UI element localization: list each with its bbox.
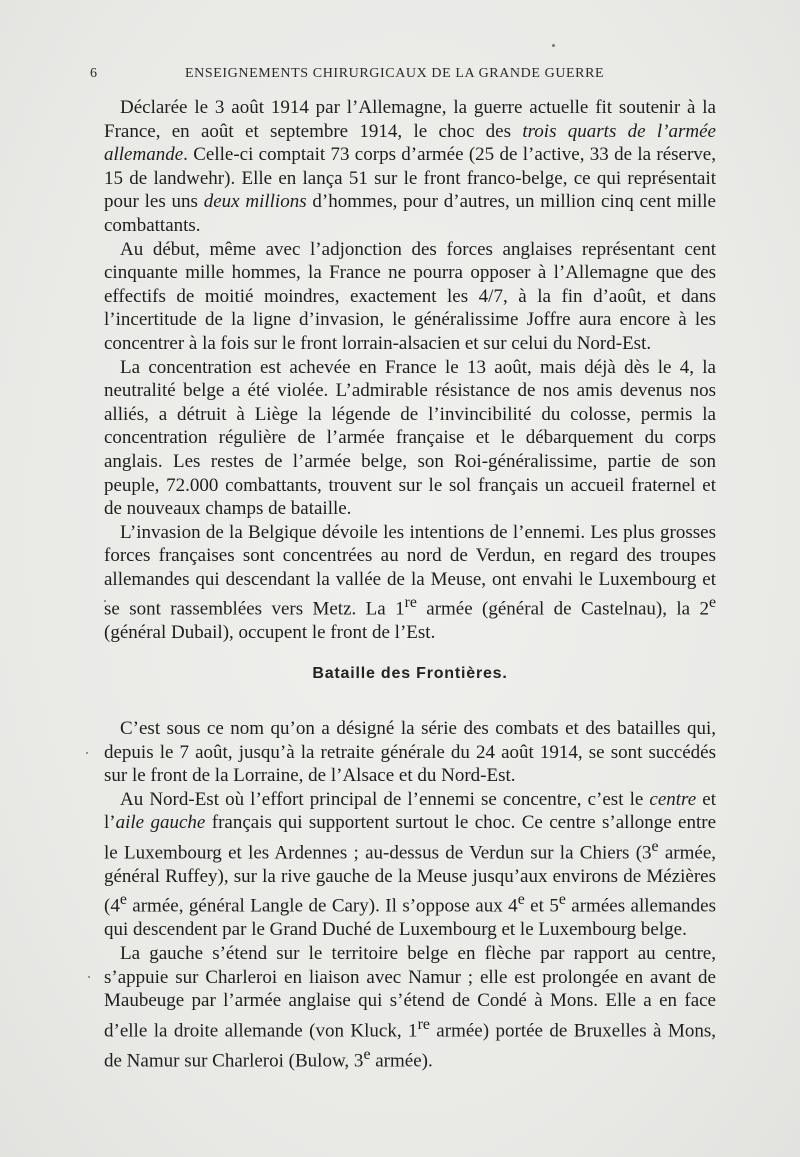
emphasis: centre — [649, 788, 697, 810]
section-text — [104, 717, 716, 1073]
section-heading: Bataille des Frontières. — [312, 665, 508, 682]
emphasis: trois quarts de l’armée allemande — [104, 120, 716, 166]
running-title: ENSEIGNEMENTS CHIRURGICAUX DE LA GRANDE GUERRE — [185, 66, 605, 81]
emphasis: aile gauche — [115, 812, 206, 834]
paragraph: Déclarée le 3 août 1914 par l’Allemagne, la guerre actuelle fit soutenir à la France, en août et septembre 1914, le choc des trois quarts de l’armée allemande. Celle-ci comptait 73 corps d’armée (25 de l’active, 33 de la réserve, 15 de landwehr). Elle en lança 51 sur le front franco-belge, ce qui représentait pour les uns deux millions d’hommes, pour d’autres, un million cinq cent mille combattants. — [104, 97, 716, 236]
paragraph: La gauche s’étend sur le territoire belge en flèche par rapport au centre, s’appuie sur Charleroi en liaison avec Namur ; elle est prolongée en avant de Maubeuge par l’armée anglaise qui s’étend de Condé à Mons. Elle a en face d’elle la droite allemande (von Kluck, 1re armée) portée de Bruxelles à Mons, de Namur sur Charleroi (Bulow, 3e armée). — [104, 943, 716, 1072]
paragraph: Au début, même avec l’adjonction des forces anglaises représentant cent cinquante mille hommes, la France ne pourra opposer à l’Allemagne que des effectifs de moitié moindres, exactement les 4/7, à la fin d’août, et dans l’incertitude de la ligne d’invasion, le généralissime Joffre aura encore à les concentrer à la fois sur le front lorrain-alsacien et sur celui du Nord-Est. — [104, 238, 716, 354]
emphasis: deux millions — [203, 191, 307, 213]
print-speck — [86, 752, 88, 754]
print-speck — [552, 44, 555, 47]
print-speck — [88, 976, 90, 978]
intro-text — [104, 96, 716, 645]
paragraph: C’est sous ce nom qu’on a désigné la série des combats et des batailles qui, depuis le 7 août, jusqu’à la retraite générale du 24 août 1914, se sont succédés sur le front de la Lorraine, de l’Alsace et du Nord-Est. — [104, 718, 716, 787]
page-number: 6 — [90, 66, 98, 81]
paragraph: L’invasion de la Belgique dévoile les intentions de l’ennemi. Les plus grosses forces françaises sont concentrées au nord de Verdun, en regard des troupes allemandes qui descendant la vallée de la Meuse, ont envahi le Luxembourg et se sont rassemblées vers Metz. La 1re armée (général de Castelnau), la 2e (général Dubail), occupent le front de l’Est. — [104, 521, 716, 644]
paragraph: Au Nord-Est où l’effort principal de l’ennemi se concentre, c’est le centre et l’aile gauche français qui supportent surtout le choc. Ce centre s’allonge entre le Luxembourg et les Ardennes ; au-dessus de Verdun sur la Chiers (3e armée, général Ruffey), sur la rive gauche de la Meuse jusqu’aux environs de Mézières (4e armée, général Langle de Cary). Il s’oppose aux 4e et 5e armées allemandes qui descendent par le Grand Duché de Luxembourg et le Luxembourg belge. — [104, 788, 717, 941]
paragraph: La concentration est achevée en France le 13 août, mais déjà dès le 4, la neutralité belge a été violée. L’admirable résistance de nos amis devenus nos alliés, a détruit à Liège la légende de l’invincibilité du colosse, permis la concentration régulière de l’armée française et le débarquement du corps anglais. Les restes de l’armée belge, son Roi-généralissime, partie de son peuple, 72.000 combattants, trouvent sur le sol français un accueil fraternel et de nouveaux champs de bataille. — [104, 356, 716, 520]
